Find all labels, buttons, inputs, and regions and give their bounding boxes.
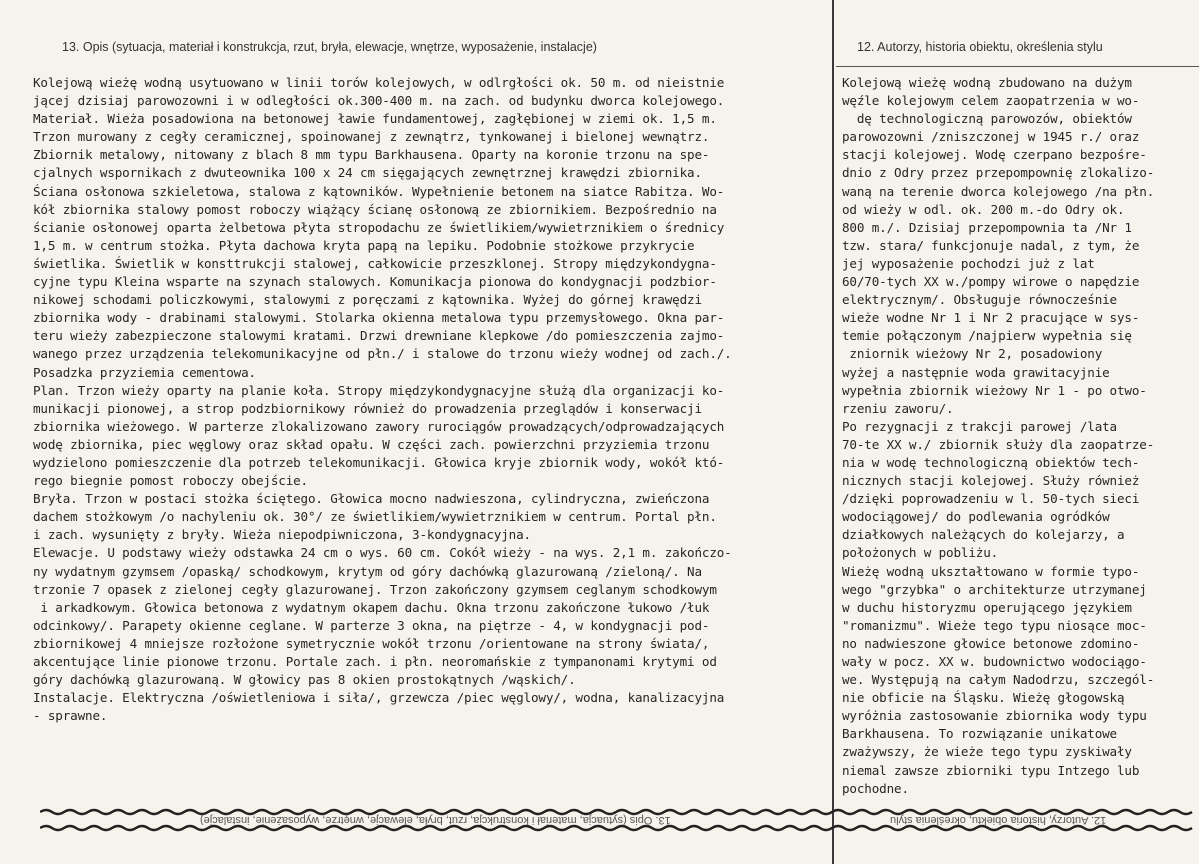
text-line: wyżej a następnie woda grawitacyjnie xyxy=(842,364,1110,380)
text-line: Posadzka przyziemia cementowa. xyxy=(33,364,256,380)
text-line: zbiornika wieżowego. W parterze zlokalizowano zawory rurociągów prowadzących/odprowadzających xyxy=(33,418,725,434)
text-line: niemal zawsze zbiorniki typu Intzego lub xyxy=(842,762,1140,778)
text-line: zbiornikowej 4 mniejsze rozłożone symetrycznie wokół trzonu /orientowane na strony świata/, xyxy=(33,635,710,651)
text-line: 1,5 m. w centrum stożka. Płyta dachowa kryta papą na lepiku. Podobnie stożkowe przykrycie xyxy=(33,237,695,253)
text-line: nia w wodę technologiczną obiektów tech- xyxy=(842,454,1140,470)
text-line: zważywszy, że wieże tego typu zyskiwały xyxy=(842,744,1132,760)
text-line: - sprawne. xyxy=(33,708,108,724)
text-line: Po rezygnacji z trakcji parowej /lata xyxy=(842,418,1117,434)
section-12-header: 12. Autorzy, historia obiektu, określenia stylu xyxy=(857,40,1103,54)
text-line: wypełnia zbiornik wieżowy Nr 1 - po otwo- xyxy=(842,382,1147,398)
text-line: dnio z Odry przez przepompownię zlokalizo- xyxy=(842,165,1155,181)
text-line: ścianie osłonowej oparta żelbetowa płyta stropodachu ze świetlikiem/wywietrznikiem o średnicy xyxy=(33,219,725,235)
text-line: działkowych należących do kolejarzy, a xyxy=(842,527,1125,543)
text-line: świetlika. Świetlik w konsttrukcji stalowej, całkowicie przeszklonej. Stropy międzykondygna- xyxy=(33,255,717,271)
text-line: wieże wodne Nr 1 i Nr 2 pracujące w sys- xyxy=(842,310,1140,326)
text-line: 70-te XX w./ zbiornik służy dla zaopatrze- xyxy=(842,436,1155,452)
text-line: Kolejową wieżę wodną zbudowano na dużym xyxy=(842,75,1132,90)
text-line: no nadwieszone głowice betonowe zdomino- xyxy=(842,635,1140,651)
text-line: we. Występują na całym Nadodrzu, szczegól- xyxy=(842,672,1155,688)
text-line: położonych w pobliżu. xyxy=(842,545,999,561)
text-line: "romanizmu". Wieże tego typu niosące moc- xyxy=(842,617,1147,633)
text-line: parowozowni /zniszczonej w 1945 r./ oraz xyxy=(842,129,1140,145)
mirrored-header-13: 13. Opis (sytuacja, materiał i konstrukcja, rzut, bryła, elewacje, wnętrze, wyposażenie, instalacje) xyxy=(200,814,671,826)
text-line: jej wyposażenie pochodzi już z lat xyxy=(842,255,1095,271)
text-line: i zach. wysunięty z bryły. Wieża niepodpiwniczona, 3-kondygnacyjna. xyxy=(33,527,531,543)
text-line: rzeniu zaworu/. xyxy=(842,400,954,416)
text-line: w duchu historyzmu operującego językiem xyxy=(842,599,1132,615)
text-line: rego biegnie pomost roboczy obejście. xyxy=(33,473,308,489)
text-line: wanego przez urządzenia telekomunikacyjne od płn./ i stalowe do trzonu wieży wodnej od zach./. xyxy=(33,346,732,362)
text-line: wyróżnia zastosowanie zbiornika wody typu xyxy=(842,708,1147,724)
text-line: dę technologiczną parowozów, obiektów xyxy=(842,111,1132,127)
text-line: odcinkowy/. Parapety okienne ceglane. W parterze 3 okna, na piętrze - 4, w kondygnacji pod- xyxy=(33,617,710,633)
text-line: nie obficie na Śląsku. Wieżę głogowską xyxy=(842,690,1125,706)
text-line: pochodne. xyxy=(842,780,909,796)
text-line: wydzielono pomieszczenie dla potrzeb telekomunikacji. Głowica kryje zbiornik wody, wokół któ- xyxy=(33,454,725,470)
text-line: 60/70-tych XX w./pompy wirowe o napędzie xyxy=(842,274,1140,290)
text-line: teru wieży zabezpieczone stalowymi kratami. Drzwi drewniane klepkowe /do pomieszczenia zajmo- xyxy=(33,328,725,344)
text-line: Ściana osłonowa szkieletowa, stalowa z kątowników. Wypełnienie betonem na siatce Rabitza. Wo- xyxy=(33,183,725,199)
text-line: Instalacje. Elektryczna /oświetleniowa i siła/, grzewcza /piec węglowy/, wodna, kanalizacyjna xyxy=(33,690,725,706)
text-line: Trzon murowany z cegły ceramicznej, spoinowanej z zewnątrz, tynkowanej i bielonej wewnątrz. xyxy=(33,129,710,145)
text-line: kół zbiornika stalowy pomost roboczy wiążący ścianę osłonową ze zbiornikiem. Bezpośrednio na xyxy=(33,201,717,217)
text-line: /dzięki poprowadzeniu w l. 50-tych sieci xyxy=(842,491,1140,507)
text-line: Wieżę wodną ukształtowano w formie typo- xyxy=(842,563,1140,579)
text-line: zniornik wieżowy Nr 2, posadowiony xyxy=(842,346,1103,362)
text-line: trzonie 7 opasek z zielonej cegły glazurowanej. Trzon zakończony gzymsem ceglanym schodkowym xyxy=(33,581,717,597)
text-line: elektrycznym/. Obsługuje równocześnie xyxy=(842,292,1117,308)
text-line: cyjne typu Kleina wsparte na szynach stalowych. Komunikacja pionowa do kondygnacji podzbior- xyxy=(33,274,717,290)
text-line: ny wydatnym gzymsem /opaską/ schodkowym, krytym od góry dachówką glazurowaną /zieloną/. Na xyxy=(33,563,702,579)
text-line: nicznych stacji kolejowej. Służy również xyxy=(842,473,1140,489)
section-13-header: 13. Opis (sytuacja, materiał i konstrukcja, rzut, bryła, elewacje, wnętrze, wyposażenie, instalacje) xyxy=(62,40,597,54)
text-line: munikacji pionowej, a strop podzbiornikowy również do prowadzenia przeglądów i konserwacji xyxy=(33,400,702,416)
text-line: wego "grzybka" o architekturze utrzymanej xyxy=(842,581,1147,597)
text-line: i arkadkowym. Głowica betonowa z wydatnym okapem dachu. Okna trzonu zakończone łukowo /łuk xyxy=(33,599,710,615)
bottom-perforation-band xyxy=(40,808,1199,834)
text-line: Plan. Trzon wieży oparty na planie koła. Stropy międzykondygnacyjne służą dla organizacji ko- xyxy=(33,382,725,398)
mirrored-header-12: 12. Autorzy, historia obiektu, określenia stylu xyxy=(890,814,1107,826)
description-text xyxy=(33,74,828,725)
text-line: Zbiornik metalowy, nitowany z blach 8 mm typu Barkhausena. Oparty na koronie trzonu na spe- xyxy=(33,147,710,163)
text-line: akcentujące linie pionowe trzonu. Portale zach. i płn. neoromańskie z tympanonami krytymi od xyxy=(33,654,717,669)
text-line: Barkhausena. To rozwiązanie unikatowe xyxy=(842,726,1117,742)
history-text xyxy=(842,74,1194,798)
text-line: cjalnych wspornikach z dwuteownika 100 x 24 cm sięgających zewnętrznej krawędzi zbiornika. xyxy=(33,165,702,181)
column-divider xyxy=(832,0,834,864)
text-line: węźle kolejowym celem zaopatrzenia w wo- xyxy=(842,93,1140,109)
text-line: Materiał. Wieża posadowiona na betonowej ławie fundamentowej, zagłębionej w ziemi ok. 1,5 m. xyxy=(33,111,717,127)
text-line: wały w pocz. XX w. budownictwo wodociągo- xyxy=(842,654,1147,669)
text-line: wodociągowej/ do podlewania ogródków xyxy=(842,509,1110,525)
text-line: nikowej schodami policzkowymi, stalowymi z poręczami z kątownika. Wyżej do górnej krawędzi xyxy=(33,292,702,308)
text-line: góry dachówką glazurowaną. W głowicy pas 8 okien prostokątnych /wąskich/. xyxy=(33,672,576,688)
text-line: 800 m./. Dzisiaj przepompownia ta /Nr 1 xyxy=(842,219,1132,235)
text-line: dachem stożkowym /o nachyleniu ok. 30°/ ze świetlikiem/wywietrznikiem w centrum. Portal płn. xyxy=(33,509,717,525)
text-line: Bryła. Trzon w postaci stożka ściętego. Głowica mocno nadwieszona, cylindryczna, zwieńczona xyxy=(33,491,710,507)
text-line: Elewacje. U podstawy wieży odstawka 24 cm o wys. 60 cm. Cokół wieży - na wys. 2,1 m. zakończo- xyxy=(33,545,732,561)
text-line: Kolejową wieżę wodną usytuowano w linii torów kolejowych, w odlrgłości ok. 50 m. od nieistnie xyxy=(33,75,725,90)
text-line: tzw. stara/ funkcjonuje nadal, z tym, że xyxy=(842,237,1140,253)
text-line: jącej dzisiaj parowozowni i w odległości ok.300-400 m. na zach. od budynku dworca kolejowego. xyxy=(33,93,725,109)
text-line: od wieży w odl. ok. 200 m.-do Odry ok. xyxy=(842,201,1125,217)
text-line: wodę zbiornika, piec węglowy oraz skład opału. W części zach. powierzchni przyziemia trzonu xyxy=(33,436,710,452)
text-line: waną na terenie dworca kolejowego /na płn. xyxy=(842,183,1155,199)
right-top-rule xyxy=(836,66,1199,67)
text-line: stacji kolejowej. Wodę czerpano bezpośre- xyxy=(842,147,1147,163)
text-line: temie połączonym /najpierw wypełnia się xyxy=(842,328,1132,344)
text-line: zbiornika wody - drabinami stalowymi. Stolarka okienna metalowa typu przemysłowego. Okna par- xyxy=(33,310,725,326)
